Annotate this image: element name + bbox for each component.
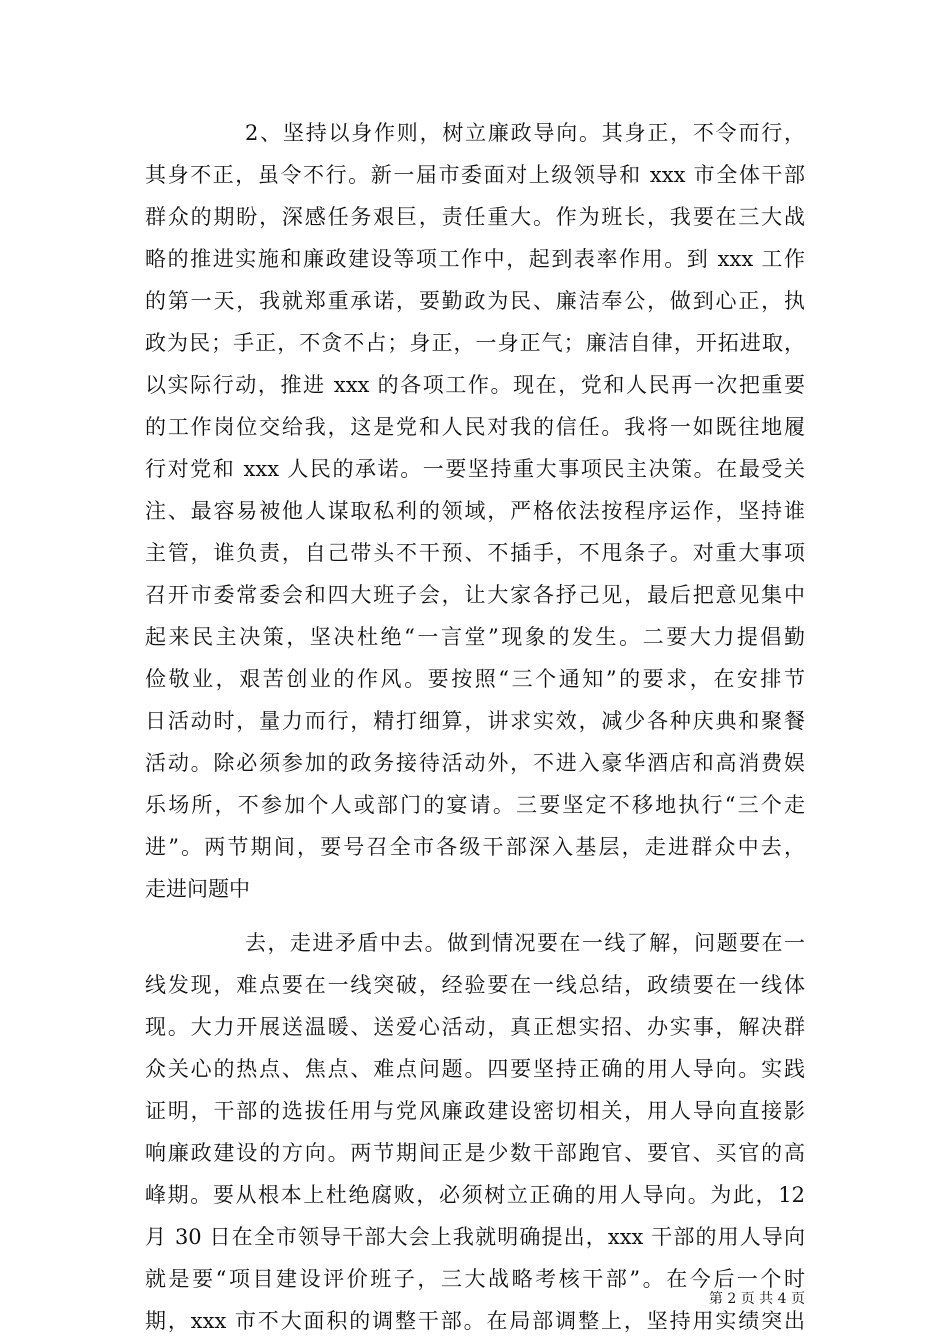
paragraph-2-line-6: 响廉政建设的方向。两节期间正是少数干部跑官、要官、买官的高 [145,1141,805,1165]
paragraph-1-line-11: 主管，谁负责，自己带头不干预、不插手，不甩条子。对重大事项 [145,541,805,565]
paragraph-1-line-7: 以实际行动，推进 xxx 的各项工作。现在，党和人民再一次把重要 [145,373,805,397]
paragraph-1-line-14: 俭敬业，艰苦创业的作风。要按照“三个通知”的要求，在安排节 [145,667,805,691]
paragraph-1-line-2: 其身不正，虽令不行。新一届市委面对上级领导和 xxx 市全体干部 [145,163,805,187]
paragraph-1-line-10: 注、最容易被他人谋取私利的领域，严格依法按程序运作，坚持谁 [145,499,805,523]
paragraph-2-line-5: 证明，干部的选拔任用与党风廉政建设密切相关，用人导向直接影 [145,1099,805,1123]
paragraph-2-line-4: 众关心的热点、焦点、难点问题。四要坚持正确的用人导向。实践 [145,1057,805,1081]
paragraph-2-line-9: 就是要“项目建设评价班子，三大战略考核干部”。在今后一个时 [145,1267,805,1291]
paragraph-1-line-15: 日活动时，量力而行，精打细算，讲求实效，减少各种庆典和聚餐 [145,709,805,733]
paragraph-1-line-18: 进”。两节期间，要号召全市各级干部深入基层，走进群众中去， [145,835,805,859]
paragraph-1-line-6: 政为民；手正，不贪不占；身正，一身正气；廉洁自律，开拓进取， [145,331,805,355]
paragraph-1-line-12: 召开市委常委会和四大班子会，让大家各抒己见，最后把意见集中 [145,583,805,607]
paragraph-2-line-8: 月 30 日在全市领导干部大会上我就明确提出，xxx 干部的用人导向 [145,1225,805,1249]
paragraph-1-line-3: 群众的期盼，深感任务艰巨，责任重大。作为班长，我要在三大战 [145,205,805,229]
paragraph-1-line-1: 2、坚持以身作则，树立廉政导向。其身正，不令而行， [245,121,805,145]
paragraph-1-line-9: 行对党和 xxx 人民的承诺。一要坚持重大事项民主决策。在最受关 [145,457,805,481]
page-footer-indicator: 第 2 页 共 4 页 [708,1291,805,1307]
paragraph-2-line-10: 期，xxx 市不大面积的调整干部。在局部调整上，坚持用实绩突出 [145,1309,805,1333]
paragraph-2-line-3: 现。大力开展送温暖、送爱心活动，真正想实招、办实事，解决群 [145,1015,805,1039]
paragraph-1-line-16: 活动。除必须参加的政务接待活动外，不进入豪华酒店和高消费娱 [145,751,805,775]
paragraph-1-line-19: 走进问题中 [145,877,250,901]
paragraph-1-line-8: 的工作岗位交给我，这是党和人民对我的信任。我将一如既往地履 [145,415,805,439]
paragraph-2-line-7: 峰期。要从根本上杜绝腐败，必须树立正确的用人导向。为此，12 [145,1183,805,1207]
paragraph-1-line-4: 略的推进实施和廉政建设等项工作中，起到表率作用。到 xxx 工作 [145,247,805,271]
paragraph-1-line-5: 的第一天，我就郑重承诺，要勤政为民、廉洁奉公，做到心正，执 [145,289,805,313]
paragraph-1-line-17: 乐场所，不参加个人或部门的宴请。三要坚定不移地执行“三个走 [145,793,805,817]
paragraph-2-line-1: 去，走进矛盾中去。做到情况要在一线了解，问题要在一 [245,931,805,955]
paragraph-1-line-13: 起来民主决策，坚决杜绝“一言堂”现象的发生。二要大力提倡勤 [145,625,805,649]
paragraph-2-line-2: 线发现，难点要在一线突破，经验要在一线总结，政绩要在一线体 [145,973,805,997]
